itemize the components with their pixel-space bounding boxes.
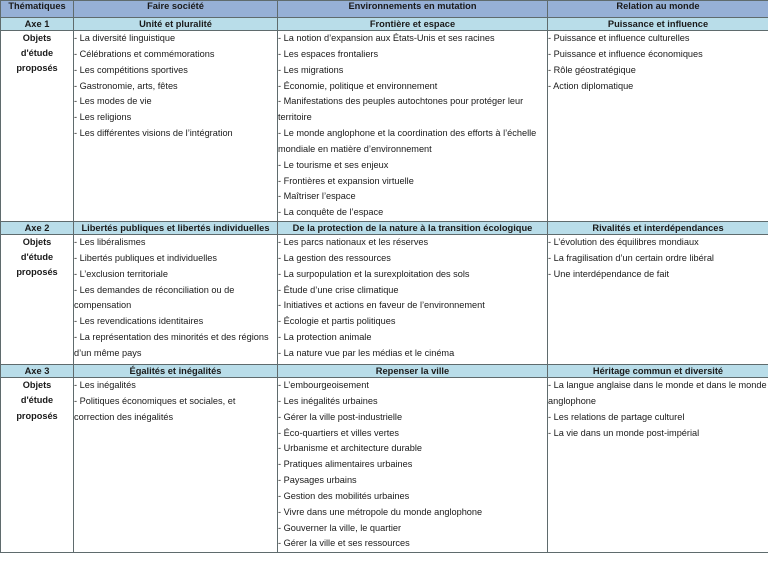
list-item: - Puissance et influence culturelles [548,33,690,44]
list-item: - Les revendications identitaires [74,316,204,327]
list-item: - Paysages urbains [278,475,357,486]
list-item: - Gouverner la ville, le quartier [278,522,402,533]
list-item: - Écologie et partis politiques [278,316,396,327]
axe-title-2-three: Rivalités et interdépendances [548,222,768,235]
list-item: - Célébrations et commémorations [74,48,215,59]
list-item: - Éco-quartiers et villes vertes [278,427,400,438]
list-item: - La gestion des ressources [278,252,391,263]
list-item: - Étude d’une crise climatique [278,284,399,295]
items-list-3-two [278,378,548,553]
list-item: - La conquête de l’espace [278,207,384,218]
objets-line-2: d'étude [20,48,54,59]
list-item: - Le monde anglophone et la coordination des efforts à l’échelle mondiale en matière d’environnement [278,128,537,154]
objets-detude-label-1 [1,31,74,222]
header-cell-environnements: Environnements en mutation [278,1,548,18]
items-list-2-three [548,235,768,365]
header-cell-thematiques: Thématiques [1,1,74,18]
axe-title-2-one: Libertés publiques et libertés individuelles [74,222,278,235]
list-item: - Puissance et influence économiques [548,48,703,59]
axe-content-row-1 [1,31,768,222]
list-item: - Manifestations des peuples autochtones pour protéger leur territoire [278,96,524,123]
objets-line-3: proposés [16,267,58,278]
axe-content-row-3 [1,378,768,553]
axe-header-row-1 [1,18,768,31]
list-item: - Gérer la ville et ses ressources [278,538,410,549]
axe-content-row-2 [1,235,768,365]
list-item: - Les parcs nationaux et les réserves [278,237,429,248]
list-item: - La diversité linguistique [74,33,176,44]
list-item: - L’évolution des équilibres mondiaux [548,237,699,248]
objets-line-2: d'étude [20,252,54,263]
objets-detude-label-3 [1,378,74,553]
items-list-2-two [278,235,548,365]
axe-label-1: Axe 1 [1,18,74,31]
objets-line-3: proposés [16,410,58,421]
axe-header-row-3 [1,365,768,378]
axe-header-row-2 [1,222,768,235]
list-item: - La surpopulation et la surexploitation des sols [278,268,470,279]
list-item: - Frontières et expansion virtuelle [278,175,414,186]
header-cell-faire-societe: Faire société [74,1,278,18]
list-item: - Urbanisme et architecture durable [278,443,423,454]
axe-title-1-three: Puissance et influence [548,18,768,31]
list-item: - Maîtriser l’espace [278,191,356,202]
objets-detude-label-2 [1,235,74,365]
axe-label-3: Axe 3 [1,365,74,378]
items-list-2-one [74,235,278,365]
objets-line-1: Objets [22,237,52,248]
list-item: - Gastronomie, arts, fêtes [74,80,178,91]
objets-line-1: Objets [22,380,52,391]
axe-label-2: Axe 2 [1,222,74,235]
list-item: - Les compétitions sportives [74,64,188,75]
items-list-1-two [278,31,548,222]
list-item: - Action diplomatique [548,80,634,91]
list-item: - Les modes de vie [74,96,152,107]
axe-title-1-two: Frontière et espace [278,18,548,31]
list-item: - Libertés publiques et individuelles [74,252,218,263]
header-cell-relation-monde: Relation au monde [548,1,768,18]
list-item: - La fragilisation d’un certain ordre libéral [548,252,714,263]
list-item: - Économie, politique et environnement [278,80,438,91]
list-item: - Gestion des mobilités urbaines [278,490,410,501]
axe-title-3-three: Héritage commun et diversité [548,365,768,378]
objets-line-2: d'étude [20,395,54,406]
list-item: - Le tourisme et ses enjeux [278,159,389,170]
list-item: - Les espaces frontaliers [278,48,379,59]
list-item: - L’embourgeoisement [278,380,369,391]
items-list-1-one [74,31,278,222]
list-item: - La notion d’expansion aux États-Unis et ses racines [278,33,495,44]
list-item: - Politiques économiques et sociales, et correction des inégalités [74,396,236,422]
list-item: - La protection animale [278,332,372,343]
axe-title-3-two: Repenser la ville [278,365,548,378]
list-item: - Une interdépendance de fait [548,268,670,279]
list-item: - La vie dans un monde post-impérial [548,427,700,438]
list-item: - Les différentes visions de l’intégration [74,128,233,139]
axe-title-2-two: De la protection de la nature à la transition écologique [278,222,548,235]
list-item: - Rôle géostratégique [548,64,636,75]
items-list-3-three [548,378,768,553]
items-list-3-one [74,378,278,553]
list-item: - Les demandes de réconciliation ou de compensation [74,284,235,311]
list-item: - La nature vue par les médias et le cinéma [278,347,455,358]
axe-title-3-one: Égalités et inégalités [74,365,278,378]
list-item: - Gérer la ville post-industrielle [278,411,403,422]
list-item: - La langue anglaise dans le monde et dans le monde anglophone [548,380,767,406]
list-item: - Les inégalités [74,380,136,391]
list-item: - Les libéralismes [74,237,146,248]
axe-title-1-one: Unité et pluralité [74,18,278,31]
list-item: - Les inégalités urbaines [278,396,378,406]
list-item: - Les religions [74,112,132,123]
table-header-row [1,1,768,18]
list-item: - Les migrations [278,64,344,75]
list-item: - Pratiques alimentaires urbaines [278,459,413,470]
objets-line-3: proposés [16,63,58,74]
list-item: - Les relations de partage culturel [548,411,685,422]
objets-line-1: Objets [22,33,52,44]
list-item: - Initiatives et actions en faveur de l’environnement [278,300,485,311]
list-item: - La représentation des minorités et des régions d’un même pays [74,332,269,358]
list-item: - Vivre dans une métropole du monde anglophone [278,506,483,517]
list-item: - L’exclusion territoriale [74,268,168,279]
items-list-1-three [548,31,768,222]
